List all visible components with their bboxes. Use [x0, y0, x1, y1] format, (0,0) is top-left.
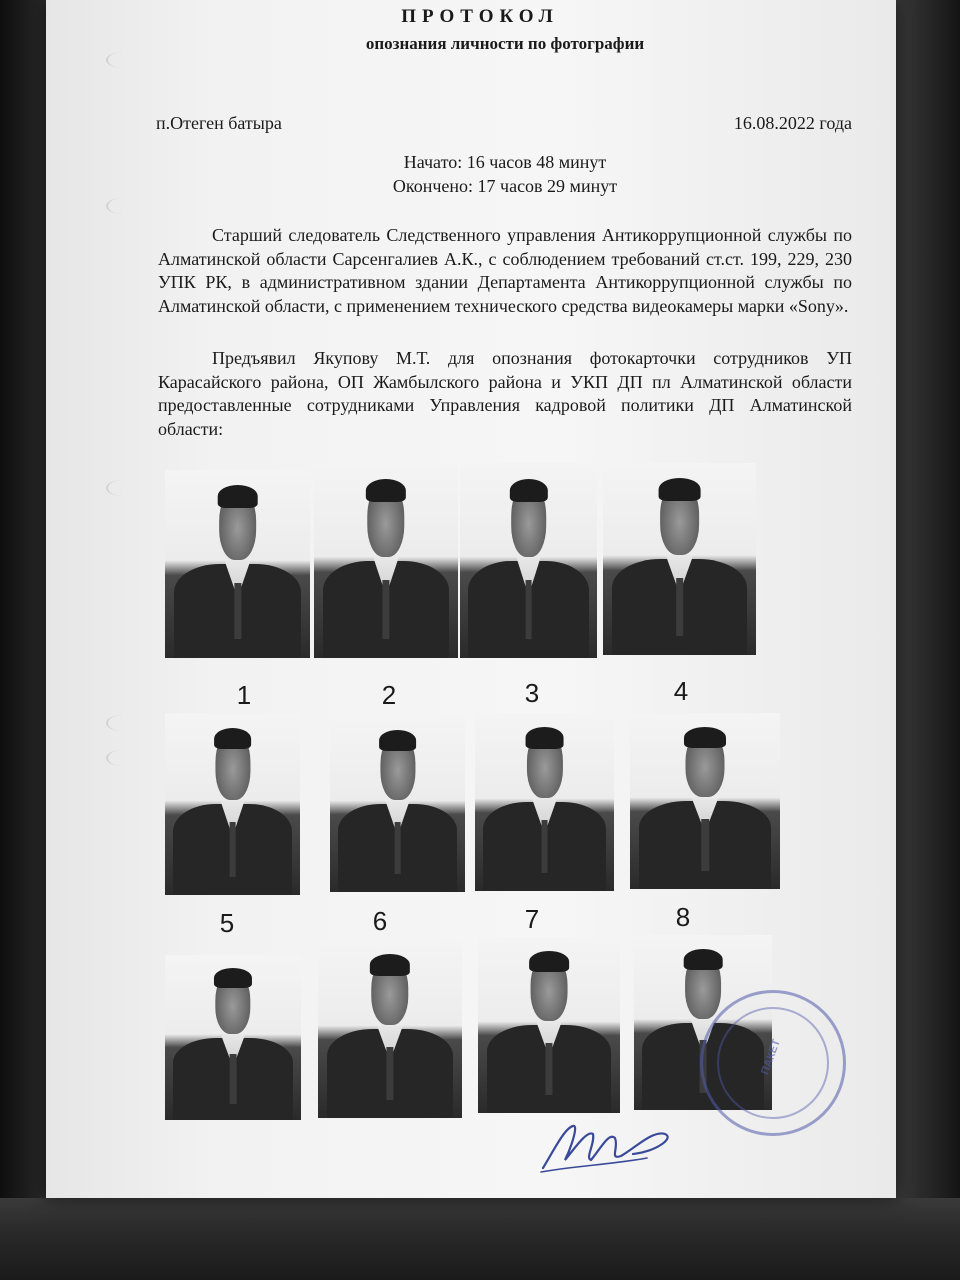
- punch-hole-mark: [106, 715, 138, 731]
- photo-number-6: 6: [372, 906, 388, 936]
- photo-number-5: 5: [219, 908, 235, 938]
- document-title: ПРОТОКОЛ: [401, 6, 559, 27]
- stamp-text: ПАКЕТ: [759, 1037, 783, 1077]
- photo-1: [165, 470, 310, 658]
- photo-6: [330, 716, 465, 892]
- punch-hole-mark: [106, 52, 138, 68]
- paragraph-1: Старший следователь Следственного управления Антикоррупционной службы по Алматинской области Сарсенгалиев А.К., с соблюдением требований ст.ст. 199, 229, 230 УПК РК, в административном здании Департамента Антикоррупционной службы по Алматинской области, с применением технического средства видеокамеры марки «Sony».: [158, 225, 852, 316]
- start-time: Начато: 16 часов 48 минут: [403, 152, 607, 172]
- photo-9: [165, 955, 301, 1120]
- signature: [535, 1108, 685, 1178]
- place-text: п.Отеген батыра: [156, 113, 282, 133]
- official-stamp: [700, 990, 846, 1136]
- photo-5: [165, 713, 300, 895]
- desk-edge: [0, 1198, 960, 1280]
- photo-7: [475, 713, 614, 891]
- date-text: 16.08.2022 года: [733, 113, 852, 133]
- photo-4: [603, 463, 756, 655]
- punch-hole-mark: [106, 750, 138, 766]
- photo-10: [318, 940, 462, 1118]
- punch-hole-mark: [106, 480, 138, 496]
- photo-number-1: 1: [236, 680, 252, 710]
- punch-hole-mark: [106, 198, 138, 214]
- paragraph-2: Предъявил Якупову М.Т. для опознания фотокарточки сотрудников УП Карасайского района, ОП Жамбылского района и УКП ДП пл Алматинской области предоставленные сотрудниками Управления кадровой политики ДП Алматинской области:: [158, 348, 852, 439]
- photo-2: [314, 463, 458, 658]
- document-subtitle: опознания личности по фотографии: [365, 34, 645, 53]
- photo-number-8: 8: [675, 902, 691, 932]
- end-time: Окончено: 17 часов 29 минут: [392, 176, 618, 196]
- photo-number-2: 2: [381, 680, 397, 710]
- photo-3: [460, 463, 597, 658]
- photo-number-4: 4: [673, 676, 689, 706]
- photo-number-7: 7: [524, 904, 540, 934]
- photo-8: [630, 713, 780, 889]
- photo-11: [478, 937, 620, 1113]
- photo-number-3: 3: [524, 678, 540, 708]
